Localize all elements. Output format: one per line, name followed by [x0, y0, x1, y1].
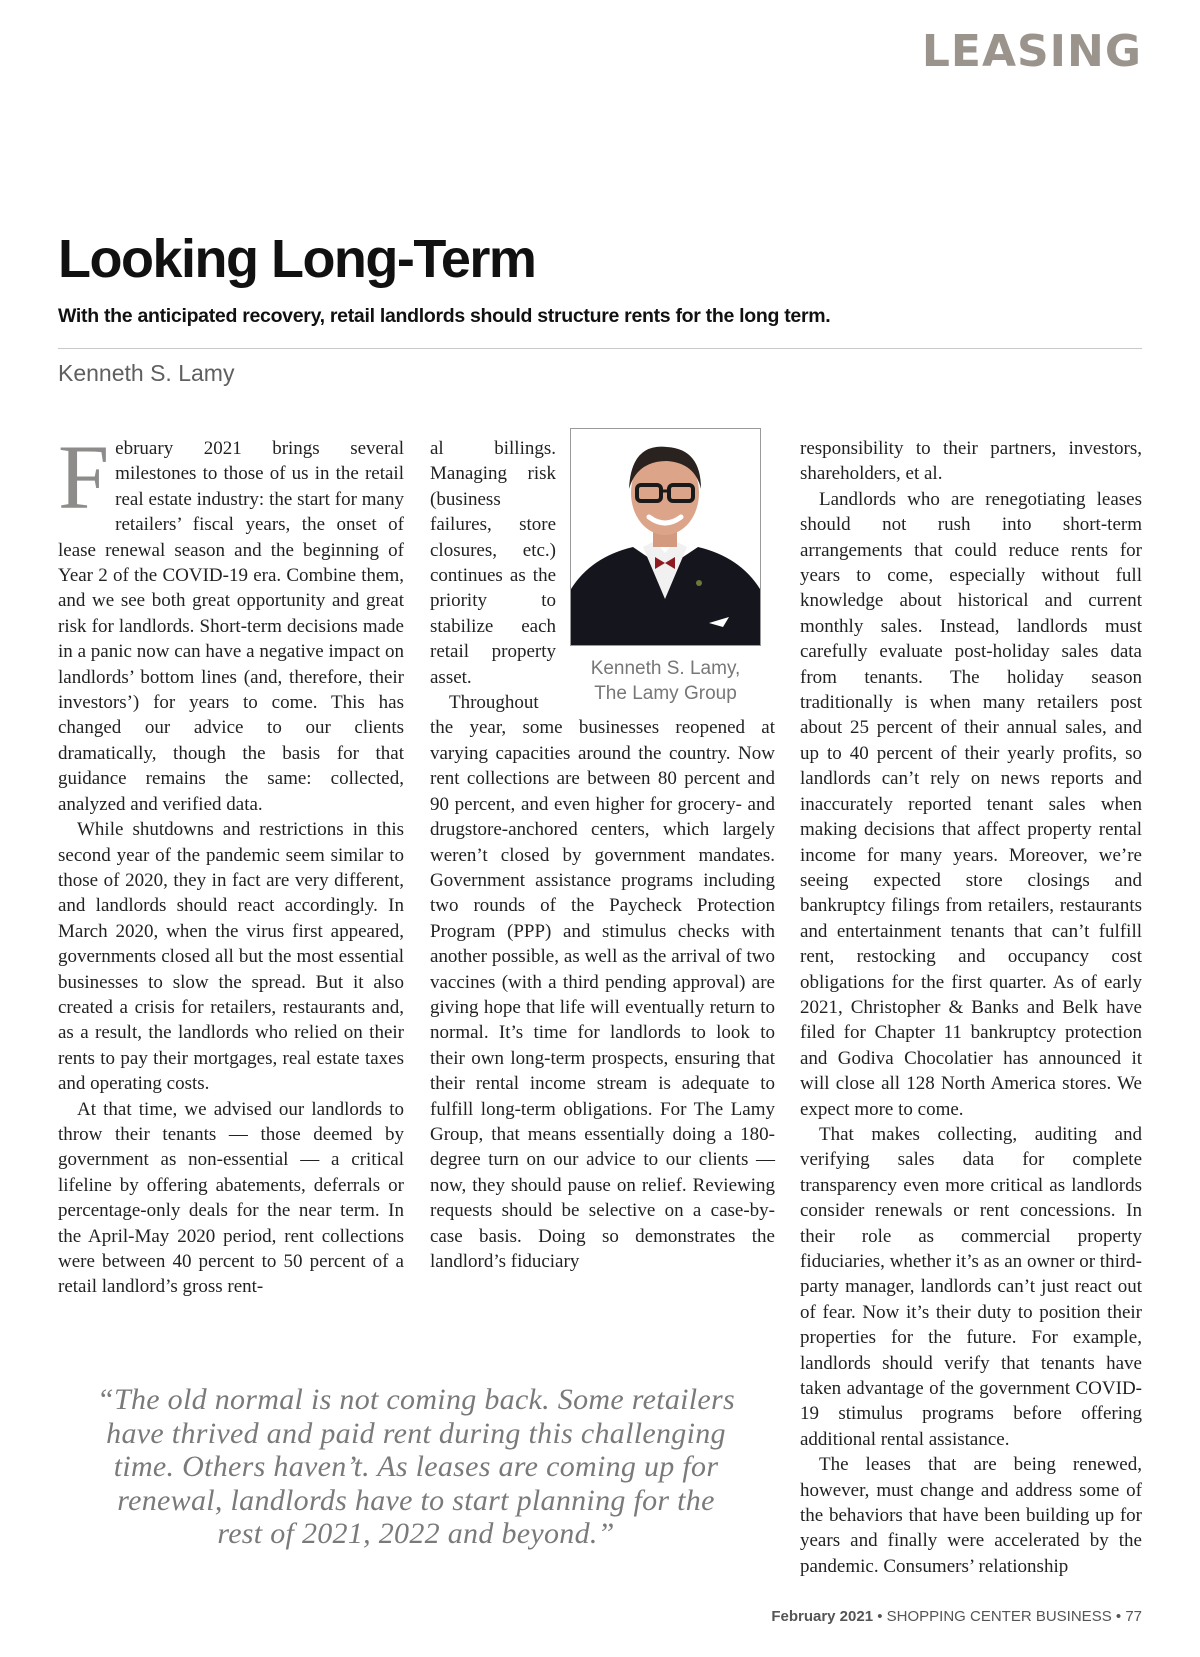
- paragraph-8: That makes collecting, auditing and verifying sales data for complete transparency even more critical as landlords consider renewals or rent concessions. In their role as commercial property fiduciaries, whether it’s as an owner or third-party manager, landlords can’t just react out of fear. Now it’s their duty to position their properties for the future. For example, landlords should verify that tenants have taken advantage of the government COVID-19 stimulus programs before offering additional rental assistance.: [800, 1123, 1142, 1450]
- drop-cap: F: [58, 426, 110, 528]
- paragraph-1-text: ebruary 2021 brings several milestones to those of us in the retail real estate industry: the start for many retailers’ fiscal years, the onset of lease renewal season and the beginning of Year 2 of the COVID-19 era. Combine them, and we see both great opportunity and great risk for landlords. Short-term decisions made in a panic now can have a negative impact on landlords’ bottom lines (and, therefore, their investors’) for years to come. This has changed our advice to our clients dramatically, though the basis for that guidance remains the same: collected, analyzed and verified data.: [58, 438, 404, 815]
- paragraph-3: At that time, we advised our landlords to throw their tenants — those deemed by government as non-essential — a critical lifeline by offering abatements, deferrals or percentage-only deals for the near term. In the April-May 2020 period, rent collections were between 40 percent to 50 percent of a retail landlord’s gross rent-: [58, 1098, 404, 1298]
- footer-date: February 2021: [771, 1608, 874, 1625]
- footer-page-number: 77: [1125, 1608, 1142, 1625]
- article-deck: With the anticipated recovery, retail landlords should structure rents for the long term.: [58, 305, 831, 327]
- footer-separator: •: [877, 1608, 883, 1625]
- header-rule: [58, 348, 1142, 349]
- byline: Kenneth S. Lamy: [58, 360, 235, 386]
- footer-separator-2: •: [1115, 1608, 1122, 1625]
- article-title: Looking Long-Term: [58, 229, 536, 289]
- column-1: [58, 426, 404, 1300]
- column-2: [430, 436, 775, 1274]
- column-3: [800, 436, 1142, 1579]
- paragraph-2: While shutdowns and restrictions in this second year of the pandemic seem similar to those of 2020, they in fact are very different, and landlords should react accordingly. In March 2020, when the virus first appeared, governments closed all but the most essential businesses to slow the spread. But it also created a crisis for retailers, restaurants and, as a result, the landlords who relied on their rents to pay their mortgages, real estate taxes and operating costs.: [58, 819, 404, 1095]
- paragraph-7: Landlords who are renegotiating leases should not rush into short-term arrangements that could reduce rents for years to come, especially without full knowledge about historical and current monthly sales. Instead, landlords must carefully evaluate post-holiday sales data from tenants. The holiday season traditionally is when many retailers post about 25 percent of their annual sales, and up to 40 percent of their yearly profits, so landlords can’t rely on news reports and inaccurately reported tenant sales when making decisions that affect property rental income for many years. Moreover, we’re seeing expected store closings and bankruptcy filings from retailers, restaurants and entertainment tenants that can’t fulfill rent, restocking and occupancy cost obligations for the first quarter. As of early 2021, Christopher & Banks and Belk have filed for Chapter 11 bankruptcy protection and Godiva Chocolatier has announced it will close all 128 North America stores. We expect more to come.: [800, 488, 1142, 1120]
- page-footer: [771, 1608, 1142, 1625]
- author-photo: [570, 428, 761, 646]
- paragraph-9: The leases that are being renewed, however, must change and address some of the behaviors that have been building up for years and finally were accelerated by the pandemic. Consumers’ relationship: [800, 1454, 1142, 1577]
- paragraph-5: Throughout the year, some businesses reopened at varying capacities around the country. Now rent collections are between 80 percent and 90 percent, and even higher for grocery- and drugstore-anchored centers, which largely weren’t closed by government mandates. Government assistance programs including two rounds of the Paycheck Protection Program (PPP) and stimulus checks with another possible, as well as the arrival of two vaccines (with a third pending approval) are giving hope that life will eventually return to normal. It’s time for landlords to look to their own long-term prospects, ensuring that their rental income stream is adequate to fulfill long-term obligations. For The Lamy Group, that means essentially doing a 180-degree turn on our advice to our clients — now, they should pause on relief. Reviewing requests should be selective on a case-by-case basis. Doing so demonstrates the landlord’s fiduciary: [430, 692, 775, 1272]
- paragraph-6: responsibility to their partners, investors, shareholders, et al.: [800, 438, 1142, 485]
- photo-caption-company: The Lamy Group: [594, 683, 737, 704]
- section-label: LEASING: [921, 26, 1142, 77]
- paragraph-4: al billings. Managing risk (business failures, store closures, etc.) continues as the priority to stabilize each retail property asset.: [430, 438, 556, 688]
- pull-quote: “The old normal is not coming back. Some retailers have thrived and paid rent during this challenging time. Others haven’t. As leases are coming up for renewal, landlords have to start planning for the rest of 2021, 2022 and beyond.”: [96, 1383, 735, 1550]
- photo-caption-name: Kenneth S. Lamy,: [590, 658, 741, 679]
- portrait-illustration: [571, 429, 760, 645]
- photo-caption: [570, 656, 777, 706]
- paragraph-1: [58, 426, 404, 817]
- author-photo-figure: [570, 428, 777, 706]
- footer-publication: SHOPPING CENTER BUSINESS: [886, 1608, 1112, 1625]
